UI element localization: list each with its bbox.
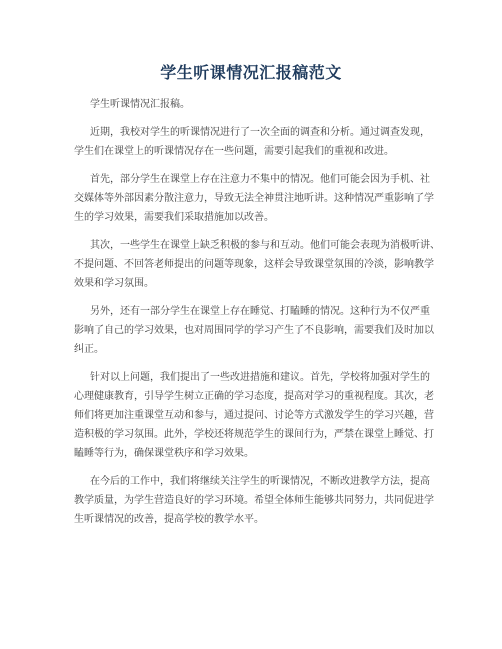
paragraph-line: 生听课情况的改善，提高学校的教学水平。	[74, 514, 264, 525]
paragraph-line: 针对以上问题，我们提出了一些改进措施和建议。首先，学校将加强对学生的	[90, 372, 430, 383]
paragraph-line: 师们将更加注重课堂互动和参与，通过提问、讨论等方式激发学生的学习兴趣，营	[74, 410, 434, 421]
paragraph-line: 其次，一些学生在课堂上缺乏积极的参与和互动。他们可能会表现为消极听讲、	[90, 240, 440, 251]
paragraph-line: 首先，部分学生在课堂上存在注意力不集中的情况。他们可能会因为手机、社	[90, 174, 430, 185]
paragraph-line: 近期，我校对学生的听课情况进行了一次全面的调查和分析。通过调查发现，	[90, 127, 430, 138]
paragraph-line: 生的学习效果，需要我们采取措施加以改善。	[74, 212, 274, 223]
paragraph	[74, 170, 444, 227]
paragraph-line: 纠正。	[74, 344, 104, 355]
paragraph-line: 学生们在课堂上的听课情况存在一些问题，需要引起我们的重视和改进。	[74, 146, 394, 157]
paragraph-line: 造积极的学习氛围。此外，学校还将规范学生的课间行为，严禁在课堂上睡觉、打	[74, 429, 434, 440]
paragraph-line: 学生听课情况汇报稿。	[90, 99, 190, 110]
document-body	[74, 95, 444, 538]
paragraph-line: 交媒体等外部因素分散注意力，导致无法全神贯注地听讲。这种情况严重影响了学	[74, 193, 434, 204]
paragraph-line: 效果和学习氛围。	[74, 278, 154, 289]
paragraph	[74, 95, 444, 114]
paragraph-line: 在今后的工作中，我们将继续关注学生的听课情况，不断改进教学方法，提高	[90, 476, 430, 487]
paragraph-line: 影响了自己的学习效果，也对周围同学的学习产生了不良影响，需要我们及时加以	[74, 325, 434, 336]
paragraph	[74, 236, 444, 293]
paragraph-line: 另外，还有一部分学生在课堂上存在睡觉、打瞌睡的情况。这种行为不仅严重	[90, 306, 430, 317]
paragraph	[74, 472, 444, 529]
paragraph-line: 心理健康教育，引导学生树立正确的学习态度，提高对学习的重视程度。其次，老	[74, 391, 434, 402]
document-title: 学生听课情况汇报稿范文	[160, 63, 342, 82]
paragraph	[74, 302, 444, 359]
paragraph-line: 瞌睡等行为，确保课堂秩序和学习效果。	[74, 448, 254, 459]
paragraph-line: 教学质量，为学生营造良好的学习环境。希望全体师生能够共同努力，共同促进学	[74, 495, 434, 506]
paragraph	[74, 123, 444, 161]
paragraph	[74, 368, 444, 463]
paragraph-line: 不提问题、不回答老师提出的问题等现象，这样会导致课堂氛围的冷淡，影响教学	[74, 259, 434, 270]
